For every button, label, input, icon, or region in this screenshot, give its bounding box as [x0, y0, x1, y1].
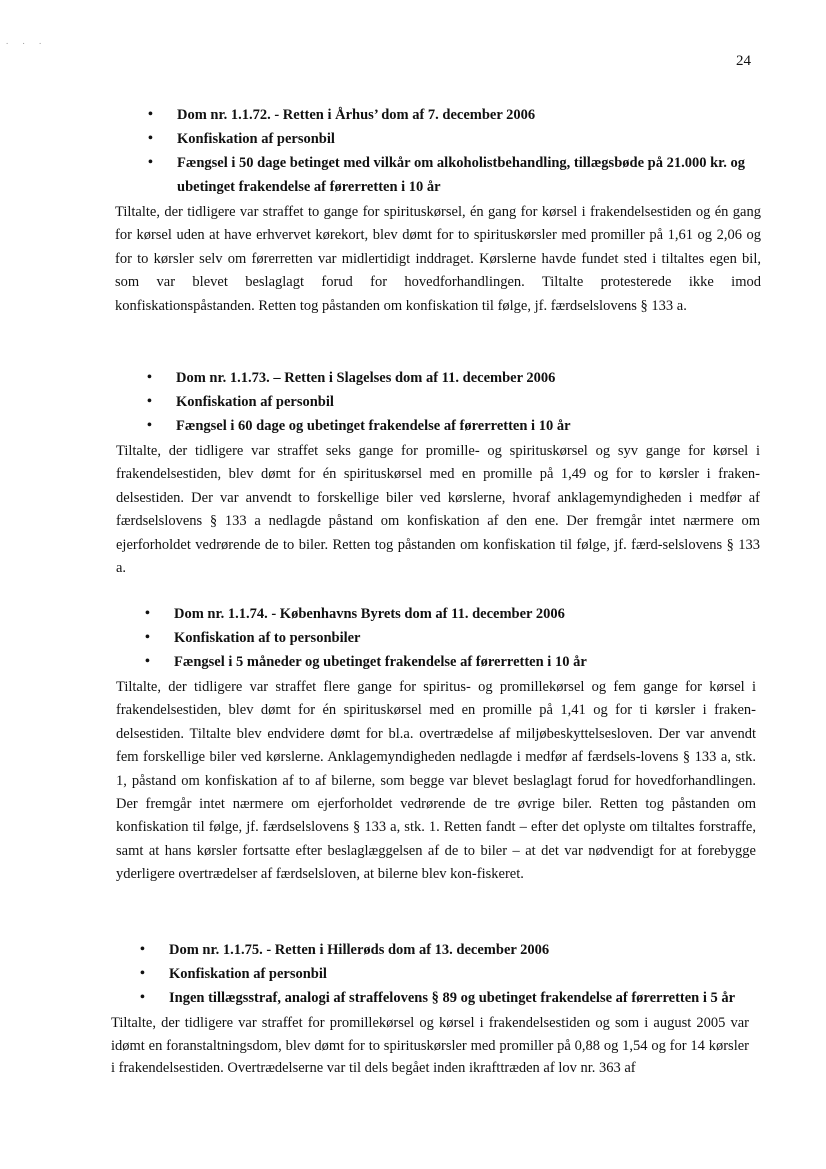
- case-confiscation: • Konfiskation af to personbiler: [144, 626, 756, 650]
- case-title: • Dom nr. 1.1.72. - Retten i Århus’ dom af 7. december 2006: [147, 103, 761, 127]
- bullet-icon: •: [148, 155, 153, 170]
- bullet-icon: •: [147, 418, 152, 433]
- bullet-icon: •: [140, 966, 145, 981]
- case-summary-list: [139, 938, 749, 1010]
- scan-marks: . . .: [6, 36, 48, 46]
- case-confiscation: • Konfiskation af personbil: [147, 127, 761, 151]
- case-description: Tiltalte, der tidligere var straffet seks gange for promille- og spirituskørsel og syv gange for kørsel i frakendelsestiden, blev dømt for én spirituskørsel med en promille på 1,49 og for to kørsler i fraken-delsestiden. Der var anvendt to forskellige biler ved kørslerne, hvoraf anklagemyndigheden i medfør af færdselslovens § 133 a nedlagde påstand om konfiskation af den ene. Der fremgår intet nærmere om ejerforholdet vedrørende de to biler. Retten tog påstanden om konfiskation til følge, jf. færd-selslovens § 133 a.: [116, 443, 760, 577]
- bullet-icon: •: [145, 630, 150, 645]
- page-number: 24: [736, 53, 751, 69]
- case-1173: [116, 366, 760, 580]
- bullet-icon: •: [148, 131, 153, 146]
- case-sentence: • Fængsel i 5 måneder og ubetinget frakendelse af førerretten i 10 år: [144, 650, 756, 674]
- bullet-icon: •: [147, 394, 152, 409]
- bullet-icon: •: [147, 370, 152, 385]
- case-sentence: • Fængsel i 60 dage og ubetinget frakendelse af førerretten i 10 år: [146, 414, 760, 438]
- case-sentence: • Fængsel i 50 dage betinget med vilkår om alkoholistbehandling, tillægsbøde på 21.000 kr. og ubetinget frakendelse af førerretten i 10 år: [147, 151, 761, 199]
- case-title: • Dom nr. 1.1.73. – Retten i Slagelses dom af 11. december 2006: [146, 366, 760, 390]
- case-description: Tiltalte, der tidligere var straffet to gange for spirituskørsel, én gang for kørsel i frakendelsestiden og én gang for kørsel uden at have erhvervet kørekort, blev dømt for to spirituskørsler med promiller på 1,61 og 2,06 og for to kørsler selv om førerretten var midlertidigt inddraget. Kørslerne havde fundet sted i tiltaltes egen bil, som var blevet beslaglagt forud for hovedforhandlingen. Tiltalte protesterede ikke imod konfiskationspåstanden. Retten tog påstanden om konfiskation til følge, jf. færdselslovens § 133 a.: [115, 204, 761, 314]
- case-confiscation: • Konfiskation af personbil: [146, 390, 760, 414]
- case-title: • Dom nr. 1.1.75. - Retten i Hillerøds dom af 13. december 2006: [139, 938, 749, 962]
- bullet-icon: •: [140, 942, 145, 957]
- bullet-icon: •: [145, 654, 150, 669]
- case-1172: [115, 103, 761, 318]
- case-confiscation: • Konfiskation af personbil: [139, 962, 749, 986]
- case-sentence: • Ingen tillægsstraf, analogi af straffelovens § 89 og ubetinget frakendelse af førerretten i 5 år: [139, 986, 749, 1010]
- case-description: Tiltalte, der tidligere var straffet flere gange for spiritus- og promillekørsel og fem gange for kørsel i frakendelsestiden, blev dømt for én spirituskørsel med en promille på 1,41 og for ti kørsler i fraken-delsestiden. Tiltalte blev endvidere dømt for bl.a. overtrædelse af miljøbeskyttelsesloven. Der var anvendt fem forskellige biler ved kørslerne. Anklagemyndigheden nedlagde i medfør af færdsels-lovens § 133 a, stk. 1, påstand om konfiskation af to af bilerne, som begge var blevet beslaglagt forud for hovedforhandlingen. Der fremgår intet nærmere om ejerforholdet vedrørende de tre øvrige biler. Retten tog påstanden om konfiskation til følge, jf. færdselslovens § 133 a, stk. 1. Retten fandt – efter det oplyste om tiltaltes forstraffe, samt at hans kørsler fortsatte efter beslaglæggelsen af de to biler – at det var nødvendigt for at forebygge yderligere overtrædelser af færdselsloven, at bilerne blev kon-fiskeret.: [116, 679, 756, 883]
- case-description: Tiltalte, der tidligere var straffet for promillekørsel og kørsel i frakendelsestiden og som i august 2005 var idømt en foranstaltningsdom, blev dømt for to spirituskørsler med promiller på 0,88 og 1,54 og for 14 kørsler i frakendelsestiden. Overtrædelserne var til dels begået inden ikrafttræden af lov nr. 363 af: [111, 1015, 749, 1077]
- case-summary-list: [147, 103, 761, 199]
- case-summary-list: [144, 602, 756, 674]
- case-summary-list: [146, 366, 760, 438]
- bullet-icon: •: [140, 990, 145, 1005]
- case-1175: [111, 938, 749, 1080]
- bullet-icon: •: [145, 606, 150, 621]
- case-1174: [116, 602, 756, 887]
- case-title: • Dom nr. 1.1.74. - Københavns Byrets dom af 11. december 2006: [144, 602, 756, 626]
- bullet-icon: •: [148, 107, 153, 122]
